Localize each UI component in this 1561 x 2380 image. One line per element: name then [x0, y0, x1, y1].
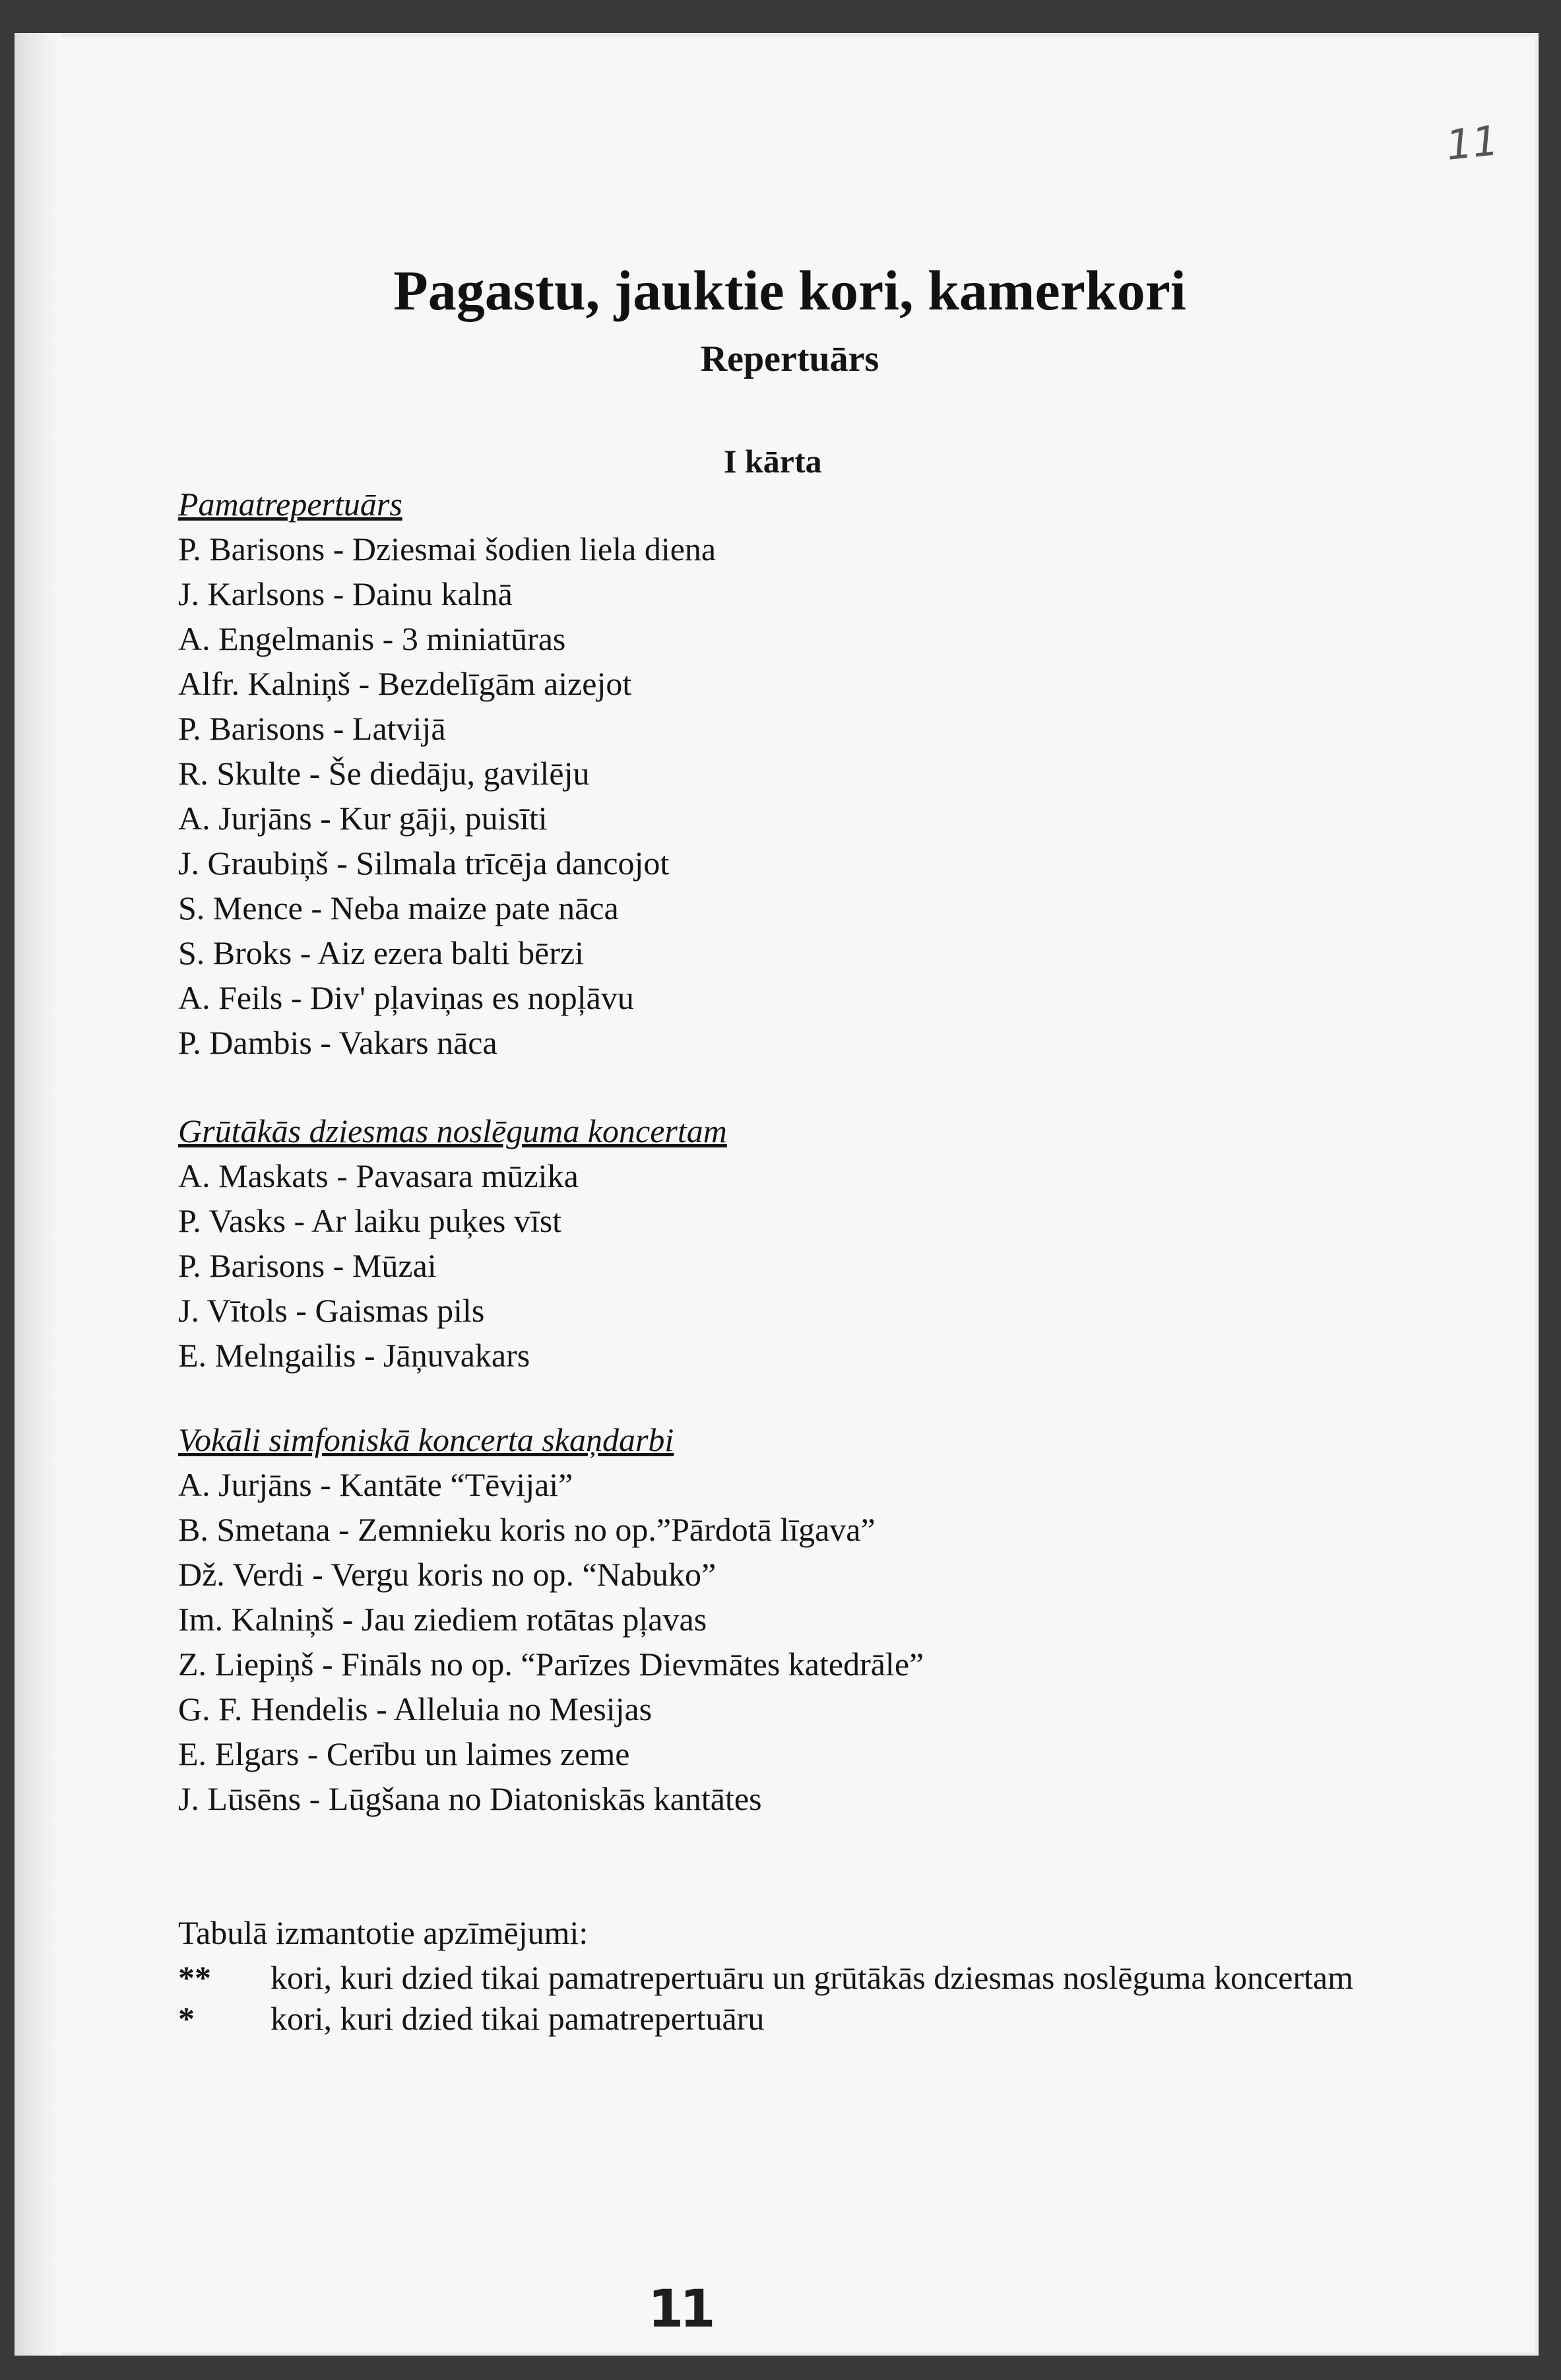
repertoire-item: S. Broks - Aiz ezera balti bērzi	[178, 934, 585, 971]
repertoire-item: A. Engelmanis - 3 miniatūras	[178, 620, 566, 657]
repertoire-item: G. F. Hendelis - Alleluia no Mesijas	[178, 1690, 653, 1727]
repertoire-item: E. Elgars - Cerību un laimes zeme	[178, 1735, 630, 1772]
repertoire-item: P. Barisons - Dziesmai šodien liela diena	[178, 531, 717, 567]
legend-text: kori, kuri dzied tikai pamatrepertuāru	[271, 2000, 765, 2037]
repertoire-item: A. Jurjāns - Kantāte “Tēvijai”	[178, 1466, 573, 1503]
round-label: I kārta	[724, 443, 822, 480]
page-subtitle: Repertuārs	[700, 338, 879, 379]
repertoire-item: A. Feils - Div' pļaviņas es nopļāvu	[178, 979, 634, 1016]
repertoire-item: P. Dambis - Vakars nāca	[178, 1024, 497, 1061]
repertoire-item: B. Smetana - Zemnieku koris no op.”Pārdotā līgava”	[178, 1511, 876, 1548]
repertoire-item: Im. Kalniņš - Jau ziediem rotātas pļavas	[178, 1601, 707, 1638]
repertoire-item: J. Graubiņš - Silmala trīcēja dancojot	[178, 845, 670, 882]
repertoire-item: R. Skulte - Še diedāju, gavilēju	[178, 755, 590, 792]
legend-row	[178, 2000, 1432, 2037]
section-basic-repertoire	[178, 482, 1432, 1065]
legend-text: kori, kuri dzied tikai pamatrepertuāru un grūtākās dziesmas noslēguma koncertam	[271, 1959, 1354, 1996]
repertoire-item: Z. Liepiņš - Fināls no op. “Parīzes Dievmātes katedrāle”	[178, 1646, 924, 1683]
section-vocal-symphonic-works	[178, 1417, 1432, 1821]
repertoire-item: P. Barisons - Mūzai	[178, 1247, 437, 1284]
repertoire-item: Alfr. Kalniņš - Bezdelīgām aizejot	[178, 665, 632, 702]
handwritten-page-number: 11	[1444, 116, 1501, 170]
repertoire-item: Dž. Verdi - Vergu koris no op. “Nabuko”	[178, 1556, 717, 1593]
repertoire-item: A. Jurjāns - Kur gāji, puisīti	[178, 800, 548, 837]
legend-mark: **	[178, 1959, 211, 1996]
legend-row	[178, 1959, 1432, 1996]
section-heading: Vokāli simfoniskā koncerta skaņdarbi	[178, 1421, 674, 1458]
repertoire-item: E. Melngailis - Jāņuvakars	[178, 1337, 530, 1374]
document-page	[15, 33, 1539, 2356]
repertoire-item: J. Vītols - Gaismas pils	[178, 1292, 485, 1329]
page-binding-edge	[15, 33, 61, 2356]
page-number: 11	[648, 2280, 712, 2339]
repertoire-item: S. Mence - Neba maize pate nāca	[178, 889, 619, 926]
repertoire-item: A. Maskats - Pavasara mūzika	[178, 1157, 579, 1194]
legend	[178, 1910, 1432, 2037]
page-title: Pagastu, jauktie kori, kamerkori	[393, 259, 1186, 322]
repertoire-item: J. Lūsēns - Lūgšana no Diatoniskās kantātes	[178, 1780, 762, 1817]
section-heading: Grūtākās dziesmas noslēguma koncertam	[178, 1112, 727, 1149]
legend-title: Tabulā izmantotie apzīmējumi:	[178, 1914, 589, 1951]
repertoire-item: P. Vasks - Ar laiku puķes vīst	[178, 1202, 562, 1239]
legend-mark: *	[178, 2000, 195, 2037]
repertoire-item: J. Karlsons - Dainu kalnā	[178, 575, 513, 612]
repertoire-item: P. Barisons - Latvijā	[178, 710, 446, 747]
section-final-concert-songs	[178, 1109, 1432, 1378]
section-heading: Pamatrepertuārs	[178, 486, 402, 523]
